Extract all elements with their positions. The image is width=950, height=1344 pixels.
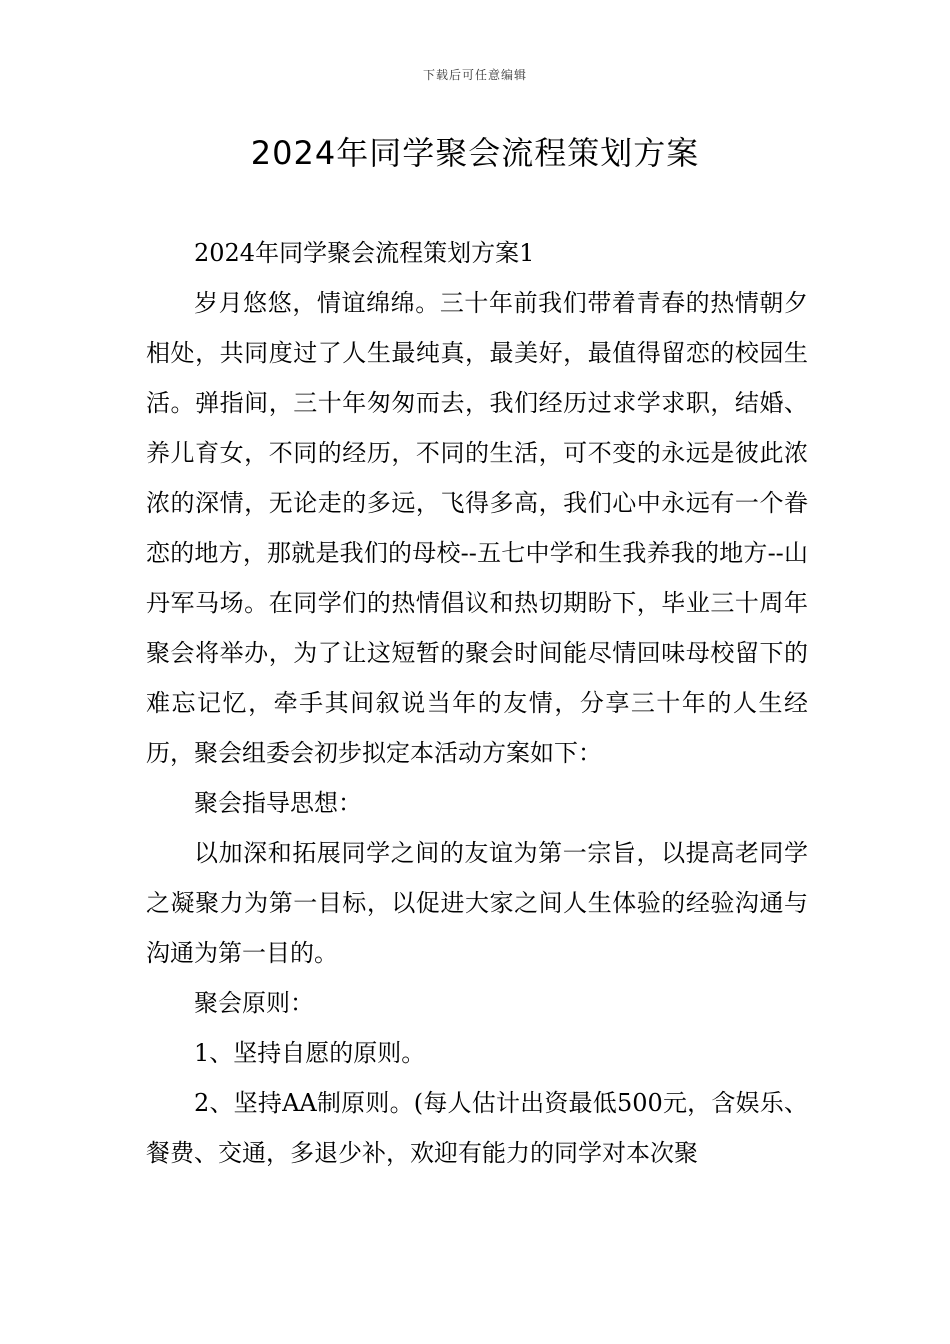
paragraph-principles-heading: 聚会原则：	[194, 989, 314, 1017]
paragraph-principle-1: 1、坚持自愿的原则。	[194, 1039, 426, 1067]
header-note: 下载后可任意编辑	[422, 68, 527, 82]
paragraph-guideline-heading: 聚会指导思想：	[194, 789, 362, 817]
paragraph-principle-2: 2、坚持AA制原则。(每人估计出资最低500元，含娱乐、餐费、交通，多退少补，欢迎有能力的同学对本次聚	[146, 1089, 808, 1167]
paragraph-guideline: 以加深和拓展同学之间的友谊为第一宗旨，以提高老同学之凝聚力为第一目标，以促进大家之间人生体验的经验沟通与沟通为第一目的。	[146, 839, 808, 967]
document-title: 2024年同学聚会流程策划方案	[250, 134, 700, 172]
paragraph-intro: 岁月悠悠，情谊绵绵。三十年前我们带着青春的热情朝夕相处，共同度过了人生最纯真，最美好，最值得留恋的校园生活。弹指间，三十年匆匆而去，我们经历过求学求职，结婚、养儿育女，不同的经历，不同的生活，可不变的永远是彼此浓浓的深情，无论走的多远，飞得多高，我们心中永远有一个眷恋的地方，那就是我们的母校--五七中学和生我养我的地方--山丹军马场。在同学们的热情倡议和热切期盼下，毕业三十周年聚会将举办，为了让这短暂的聚会时间能尽情回味母校留下的难忘记忆，牵手其间叙说当年的友情，分享三十年的人生经历，聚会组委会初步拟定本活动方案如下：	[146, 289, 808, 767]
paragraph-subtitle: 2024年同学聚会流程策划方案1	[194, 239, 535, 267]
document-body	[146, 228, 808, 1178]
